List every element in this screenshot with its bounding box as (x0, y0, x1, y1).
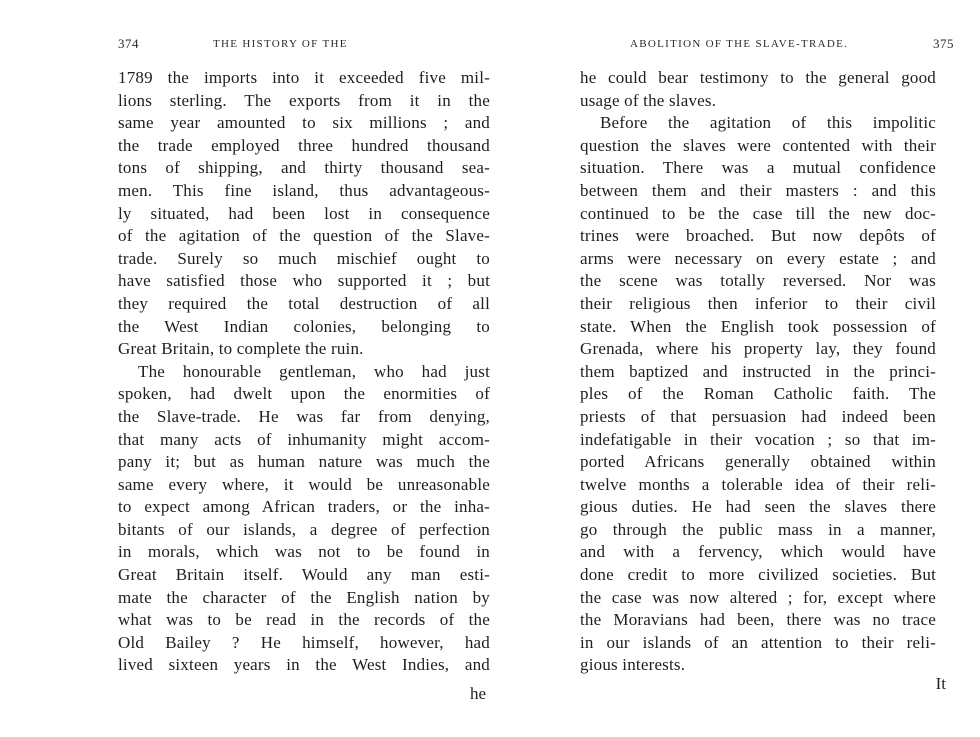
right-running-head: ABOLITION OF THE SLAVE-TRADE. (630, 38, 849, 50)
text-line: Great Britain itself. Would any man esti- (118, 565, 490, 585)
text-line: usage of the slaves. (580, 90, 717, 110)
right-page-text (580, 67, 936, 677)
text-line: bitants of our islands, a degree of perfection (118, 519, 490, 539)
text-line: arms were necessary on every estate ; and (580, 248, 936, 268)
text-line: go through the public mass in a manner, (580, 519, 936, 539)
text-line: spoken, had dwelt upon the enormities of (118, 384, 490, 404)
text-line: gious interests. (580, 655, 686, 675)
text-line: continued to be the case till the new doc- (580, 203, 936, 223)
text-line: their religious then inferior to their civil (580, 293, 936, 313)
text-line: indefatigable in their vocation ; so that im- (580, 429, 936, 449)
text-line: what was to be read in the records of the (118, 610, 490, 630)
text-line: situation. There was a mutual confidence (580, 158, 936, 178)
text-line: twelve months a tolerable idea of their reli- (580, 474, 936, 494)
text-line: the trade employed three hundred thousand (118, 135, 490, 155)
text-line: tons of shipping, and thirty thousand sea- (118, 158, 490, 178)
left-catchword: he (469, 684, 486, 703)
text-line: done credit to more civilized societies. But (580, 565, 936, 585)
text-line: gious duties. He had seen the slaves there (580, 497, 936, 517)
text-line: to expect among African traders, or the inha- (118, 497, 490, 517)
text-line: men. This fine island, thus advantageous- (118, 180, 490, 200)
text-line: the case was now altered ; for, except where (580, 587, 936, 607)
text-line: Grenada, where his property lay, they found (580, 339, 936, 359)
left-page-number: 374 (118, 36, 139, 51)
left-page (118, 0, 490, 737)
text-line: same year amounted to six millions ; and (118, 113, 490, 133)
text-line: ly situated, had been lost in consequence (118, 203, 490, 223)
text-line: state. When the English took possession of (580, 316, 936, 336)
left-page-text (118, 67, 490, 677)
text-line: they required the total destruction of all (118, 293, 490, 313)
text-line: same every where, it would be unreasonable (118, 474, 490, 494)
text-line: the West Indian colonies, belonging to (118, 316, 490, 336)
left-page-header (118, 38, 490, 54)
text-line: question the slaves were contented with their (580, 135, 936, 155)
text-line: and with a fervency, which would have (580, 542, 936, 562)
right-page (580, 0, 954, 737)
text-line: in morals, which was not to be found in (118, 542, 490, 562)
text-line: the scene was totally reversed. Nor was (580, 271, 936, 291)
text-line: lived sixteen years in the West Indies, and (118, 655, 490, 675)
text-line: priests of that persuasion had indeed been (580, 406, 936, 426)
text-line: he could bear testimony to the general good (580, 68, 936, 87)
text-line: have satisfied those who supported it ; but (118, 271, 490, 291)
text-line: Before the agitation of this impolitic (600, 113, 936, 133)
text-line: ported Africans generally obtained within (580, 452, 936, 472)
text-line: the Moravians had been, there was no trace (580, 610, 936, 630)
text-line: The honourable gentleman, who had just (138, 361, 490, 381)
text-line: Great Britain, to complete the ruin. (118, 339, 364, 359)
right-catchword: It (935, 674, 946, 693)
text-line: ples of the Roman Catholic faith. The (580, 384, 936, 404)
text-line: of the agitation of the question of the Slave- (118, 226, 490, 246)
text-line: mate the character of the English nation by (118, 587, 490, 607)
text-line: them baptized and instructed in the princi- (580, 361, 936, 381)
left-running-head: THE HISTORY OF THE (213, 38, 348, 50)
text-line: that many acts of inhumanity might accom- (118, 429, 490, 449)
text-line: Old Bailey ? He himself, however, had (118, 632, 490, 652)
text-line: in our islands of an attention to their reli- (580, 632, 936, 652)
text-line: trade. Surely so much mischief ought to (118, 248, 490, 268)
text-line: trines were broached. But now depôts of (580, 226, 936, 246)
text-line: pany it; but as human nature was much the (118, 452, 490, 472)
right-page-number: 375 (933, 36, 954, 51)
text-line: between them and their masters : and this (580, 180, 936, 200)
text-line: 1789 the imports into it exceeded five mil- (118, 68, 490, 87)
text-line: the Slave-trade. He was far from denying, (118, 406, 490, 426)
text-line: lions sterling. The exports from it in the (118, 90, 490, 110)
right-page-header (580, 36, 954, 54)
